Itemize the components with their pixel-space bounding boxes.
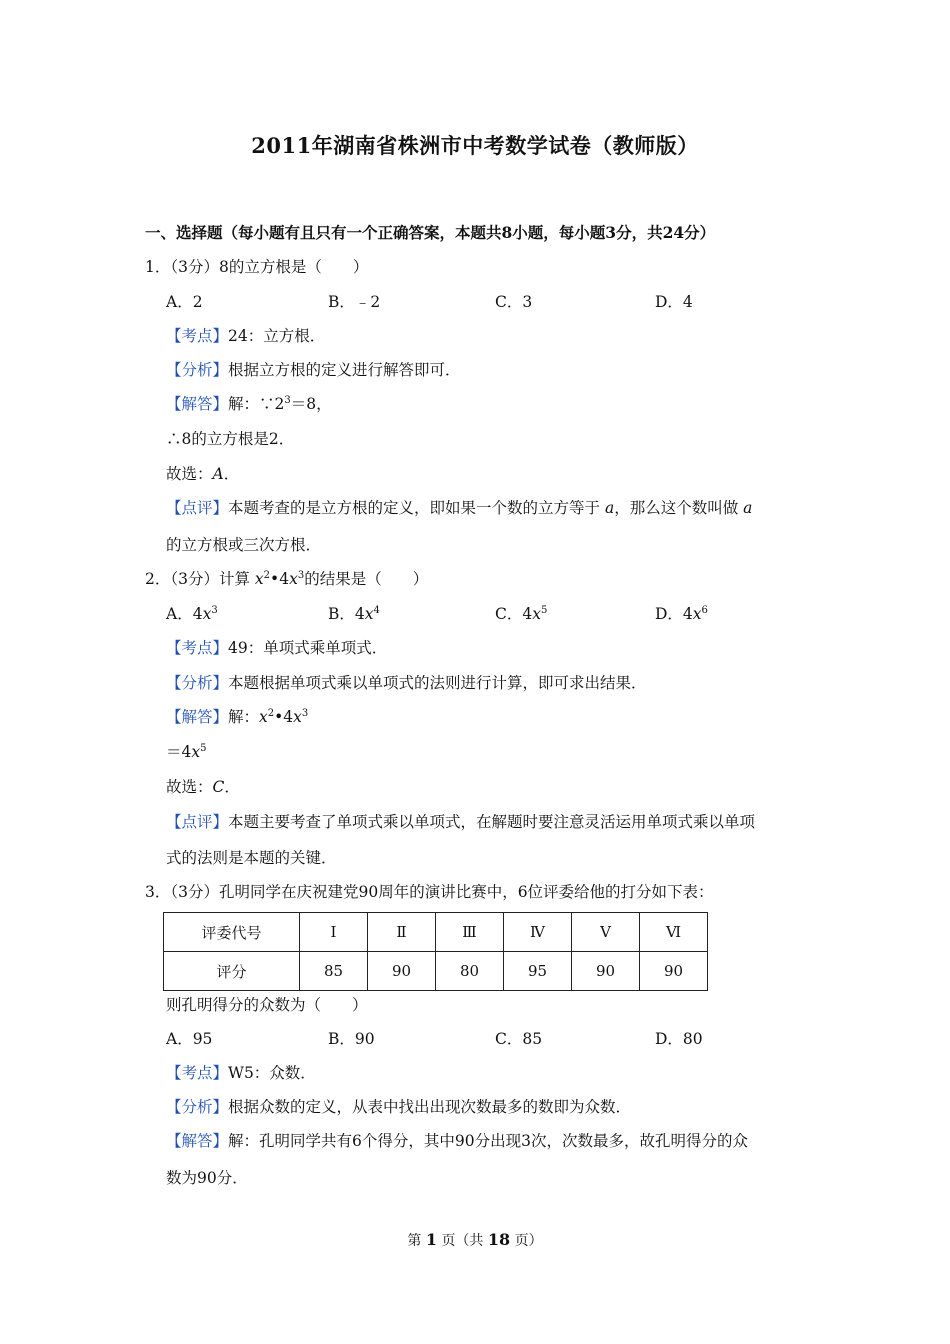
table-cell: 80 [436,952,504,991]
table-header-cell: Ⅰ [300,913,368,952]
table-header-cell: Ⅲ [436,913,504,952]
q1-fenxi [166,359,461,381]
q3-option-b: B．90 [328,1030,375,1048]
q3-question: 则孔明得分的众数为（ ） [166,996,368,1014]
fenxi-tag: 【分析】 [166,674,229,692]
q2-option-d [655,603,708,625]
q2-var: x [289,570,298,588]
q2-option-d-exp: 6 [701,605,708,616]
q2-fenxi [166,672,647,694]
q1-dianping-var2: a [743,499,753,517]
q1-jieda-exponent: 3 [284,395,291,406]
jieda-tag: 【解答】 [166,708,229,726]
q2-option-a-exp: 3 [211,605,218,616]
q3-fenxi [166,1096,631,1118]
q2-dianping-cont: 式的法则是本题的关键． [166,849,337,867]
q2-option-b-exp: 4 [373,605,380,616]
q2-option-c-exp: 5 [540,605,548,616]
q3-jieda [166,1130,748,1152]
q2-var: x [293,708,302,726]
q1-option-c: C．3 [495,293,533,311]
jieda-tag: 【解答】 [166,1132,229,1150]
table-cell: 85 [300,952,368,991]
q2-kaodian [166,637,387,659]
footer-middle: 页（共 [441,1233,484,1249]
section-heading: 一、选择题（每小题有且只有一个正确答案，本题共8小题，每小题3分，共24分） [145,223,716,242]
score-table [163,912,708,991]
table-cell: 90 [572,952,640,991]
q1-option-d: D．4 [655,293,693,311]
q3-jieda-text: 解：孔明同学共有6个得分，其中90分出现3次，次数最多，故孔明得分的众 [228,1132,748,1150]
q1-dianping-var1: a [604,499,615,517]
q2-option-b-label: B．4 [328,605,365,623]
q2-stem-tail: 的结果是（ ） [304,570,429,588]
q1-answer-suffix: ． [223,465,240,483]
q2-result-exp: 5 [200,743,207,754]
q1-kaodian-text: 24：立方根． [228,327,326,345]
q1-option-a: A．2 [166,293,203,311]
q2-var: x [202,605,212,623]
q2-exp1: 2 [267,708,275,719]
q1-answer-letter: A [212,465,224,483]
q3-kaodian-text: W5：众数． [228,1064,316,1082]
dianping-tag: 【点评】 [166,499,229,517]
q3-fenxi-text: 根据众数的定义，从表中找出出现次数最多的数即为众数． [228,1098,632,1116]
q1-option-b: B．﹣2 [328,293,381,311]
q2-dianping-text: 本题主要考查了单项式乘以单项式，在解题时要注意灵活运用单项式乘以单项 [228,813,756,831]
q2-jieda-prefix: 解： [228,708,260,726]
q2-exp2: 3 [301,708,309,719]
table-header-cell: 评委代号 [164,913,300,952]
q2-var: x [191,743,201,761]
q2-var: x [254,570,264,588]
q1-dianping-cont: 的立方根或三次方根． [166,536,322,554]
q2-kaodian-text: 49：单项式乘单项式． [228,639,388,657]
q2-answer-letter: C [212,778,225,796]
q1-answer-prefix: 故选： [166,465,213,483]
kaodian-tag: 【考点】 [166,1064,229,1082]
q2-var: x [692,605,702,623]
q1-answer [166,463,239,485]
q2-option-c [495,603,547,625]
q3-option-c: C．85 [495,1030,543,1048]
q2-var: x [259,708,268,726]
q1-dianping-text: 本题考查的是立方根的定义，即如果一个数的立方等于 [228,499,601,517]
q2-answer-suffix: ． [224,778,240,796]
q1-conclusion: ∴8的立方根是2． [166,430,295,448]
table-header-cell: Ⅱ [368,913,436,952]
q1-stem: 1．（3分）8的立方根是（ ） [145,258,369,276]
q2-var: x [532,605,541,623]
kaodian-tag: 【考点】 [166,327,229,345]
table-header-cell: Ⅵ [640,913,708,952]
footer-suffix: 页） [514,1233,543,1249]
q2-answer [166,776,240,798]
q1-jieda-text: 解：∵2 [228,395,285,413]
q1-dianping [166,497,752,519]
q1-jieda-result: ＝8， [290,395,332,413]
q2-var: x [364,605,374,623]
table-cell: 95 [504,952,572,991]
q3-jieda-cont: 数为90分． [166,1169,248,1187]
q2-exp2: 3 [297,570,305,581]
document-title: 2011年湖南省株洲市中考数学试卷（教师版） [251,133,699,158]
jieda-tag: 【解答】 [166,395,229,413]
fenxi-tag: 【分析】 [166,1098,229,1116]
table-header-cell: Ⅴ [572,913,640,952]
q2-exp1: 2 [263,570,271,581]
footer-prefix: 第 [407,1233,422,1249]
q3-kaodian [166,1062,316,1084]
q1-jieda [166,393,332,415]
q1-fenxi-text: 根据立方根的定义进行解答即可． [228,361,461,379]
table-row [164,913,708,952]
q2-stem-text: 2．（3分）计算 [145,570,250,588]
page-number: 1 [425,1230,437,1249]
q2-option-c-label: C．4 [495,605,533,623]
table-header-cell: Ⅳ [504,913,572,952]
q2-option-d-label: D．4 [655,605,693,623]
q2-option-a-label: A．4 [166,605,203,623]
q1-kaodian [166,325,325,347]
fenxi-tag: 【分析】 [166,361,229,379]
q2-option-b [328,603,380,625]
page-total: 18 [487,1230,511,1249]
q1-dianping-text2: ，那么这个数叫做 [614,499,739,517]
q2-result [166,741,207,763]
q2-dianping [166,811,755,833]
q2-option-a [166,603,218,625]
q2-stem [145,568,428,590]
table-cell: 评分 [164,952,300,991]
page-footer [0,1230,950,1250]
q2-answer-prefix: 故选： [166,778,213,796]
q2-result-prefix: ＝4 [166,743,192,761]
dianping-tag: 【点评】 [166,813,229,831]
table-cell: 90 [640,952,708,991]
q2-fenxi-text: 本题根据单项式乘以单项式的法则进行计算，即可求出结果． [228,674,647,692]
q3-option-a: A．95 [166,1030,213,1048]
table-cell: 90 [368,952,436,991]
q3-option-d: D．80 [655,1030,703,1048]
kaodian-tag: 【考点】 [166,639,229,657]
q2-expr-mid: •4 [270,570,290,588]
table-row [164,952,708,991]
q3-stem: 3．（3分）孔明同学在庆祝建党90周年的演讲比赛中，6位评委给他的打分如下表： [145,883,714,901]
q2-jieda [166,706,308,728]
q2-expr-mid: •4 [274,708,294,726]
